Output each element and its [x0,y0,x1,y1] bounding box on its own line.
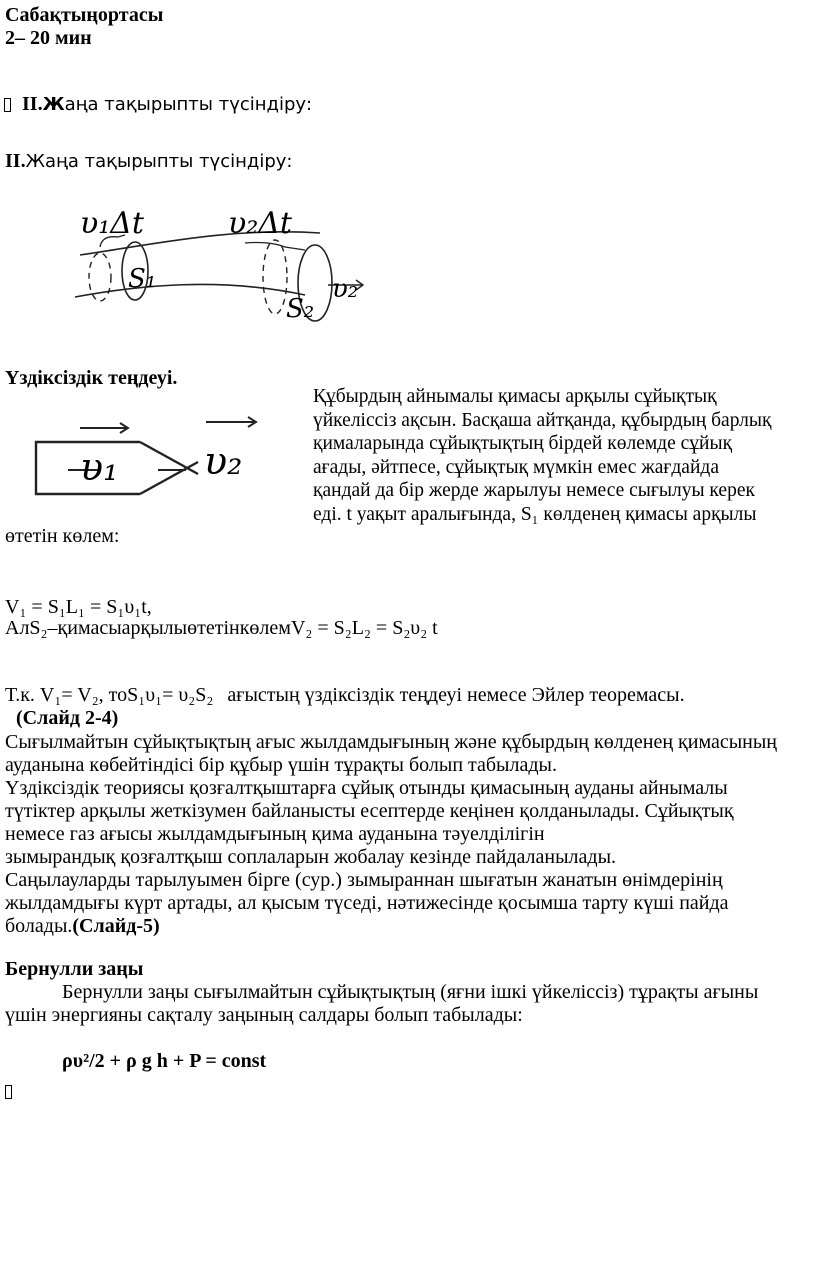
paragraph-line-last [5,915,160,938]
formula-v2: АлS₂–қимасыарқылыөтетінкөлемV₂ = S₂L₂ = S₂υ₂ t [5,617,438,639]
paragraph-line: зымырандық қозғалтқыш соплаларын жобалау кезінде пайдаланылады. [5,846,617,868]
paragraph-line: түтіктер арқылы жеткізумен байланысты есептерде кеңінен қолданылады. Сұйықтық [5,800,734,822]
label-v2dt: υ₂Δt [228,206,292,241]
bernoulli-formula: ρυ²/2 + ρ g h + P = const [62,1050,267,1072]
paragraph-line: Саңылауларды тарылуымен бірге (сур.) зымыраннан шығатын жанатын өнімдерінің [5,869,723,891]
description-line: еді. t уақыт аралығында, S₁ көлденең қимасы арқылы [313,503,757,525]
section-roman-numeral: II. [5,150,26,172]
bernoulli-line: Бернулли заңы сығылмайтын сұйықтықтың (яғни ішкі үйкеліссіз) тұрақты ағыны [62,981,759,1003]
description-continuation: өтетін көлем: [5,525,120,547]
slide-reference: (Слайд 2-4) [16,707,119,729]
label-v1: υ₁ [80,445,119,489]
formula-v1: V₁ = S₁L₁ = S₁υ₁t, [5,596,152,618]
missing-glyph-bullet [5,1080,12,1103]
section-heading [5,150,292,173]
section-heading-first-letter: Ж [42,94,65,115]
description-line: қандай да бір жерде жарылуы немесе сығылуы керек [313,480,755,501]
label-s2: S₂ [286,294,315,324]
paragraph-line: Сығылмайтын сұйықтықтың ағыс жылдамдығының және құбырдың көлденең қимасының [5,731,777,753]
section-heading-text: аңа тақырыпты түсіндіру: [64,94,313,115]
description-line: үйкеліссіз ақсын. Басқаша айтқанда, құбырдың барлық [313,409,772,431]
description-line: Құбырдың айнымалы қимасы арқылы сұйықтық [313,386,717,407]
euler-formula: Т.к. V₁= V₂, тоS₁υ₁= υ₂S₂ [5,684,214,706]
brace-v2dt [245,243,305,251]
description-line: ағады, әйтпесе, сұйықтық мүмкін емес жағдайда [313,456,719,478]
euler-line [5,684,685,707]
paragraph-text: болады. [5,915,73,937]
bernoulli-line: үшін энергияны сақталу заңының салдары болып табылады: [5,1004,523,1026]
nozzle-converging-bottom [140,462,198,494]
section-heading-bulleted [4,93,312,116]
paragraph-line: жылдамдығы күрт артады, ал қысым түседі, нәтижесінде қосымша тарту күші пайда [5,892,729,914]
label-v1dt: υ₁Δt [80,206,144,241]
paragraph-line: немесе газ ағысы жылдамдығының қима ауданына тәуелділігін [5,823,545,845]
label-s1: S₁ [128,264,157,294]
nozzle-figure [28,412,276,502]
bernoulli-heading: Бернулли заңы [5,958,144,980]
label-v2: υ₂ [332,274,359,304]
section-roman-numeral: II. [22,93,43,115]
continuity-heading: Үздіксіздік теңдеуі. [5,367,178,389]
paragraph-line: ауданына көбейтіндісі бір құбыр үшін тұрақты болып табылады. [5,754,557,776]
missing-glyph-icon [5,1085,12,1099]
lesson-stage-duration: 2– 20 мин [5,27,92,49]
label-v2: υ₂ [204,439,243,483]
slide-reference: (Слайд-5) [72,915,160,937]
continuity-description [313,385,813,526]
cross-section-s2-dashed [263,240,287,314]
lesson-stage-title: Сабақтыңортасы [5,4,164,26]
pipe-flow-figure [70,205,380,330]
section-heading-text: аңа тақырыпты түсіндіру: [44,151,293,172]
paragraph-line: Үздіксіздік теориясы қозғалтқыштарға сұйық отынды қимасының ауданы айнымалы [5,777,728,799]
missing-glyph-icon [4,98,11,112]
description-line: қималарында сұйықтықтың бірдей көлемде сұйық [313,433,733,454]
euler-text: ағыстың үздіксіздік теңдеуі немесе Эйлер теоремасы. [227,684,685,706]
section-heading-first-letter: Ж [25,151,45,172]
